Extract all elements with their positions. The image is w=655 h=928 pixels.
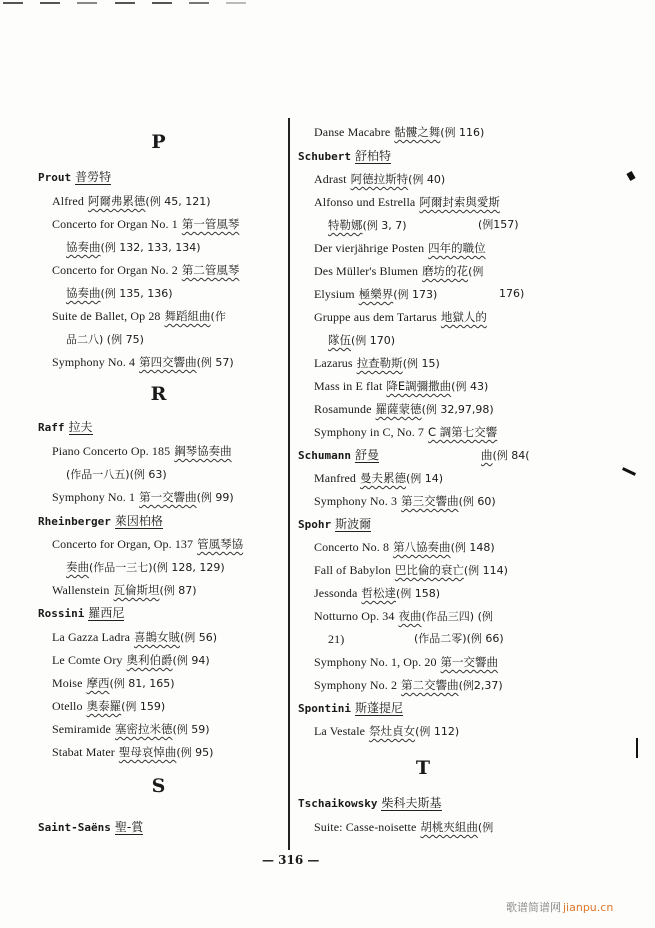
section-letter-s: S (151, 775, 166, 797)
list-item: Le Comte Ory 奧利伯爵(例 94) (52, 653, 210, 667)
list-item: Semiramide 塞密拉米德(例 59) (52, 722, 210, 736)
list-item: Manfred 曼夫累德(例 14) (314, 471, 444, 485)
list-item: 協奏曲(例 135, 136) (66, 286, 173, 300)
list-item: Alfonso und Estrella 阿爾封索與愛斯 (314, 195, 500, 209)
list-item: Symphony No. 2 第二交響曲(例2,37) (314, 678, 503, 692)
list-item: Suite de Ballet, Op 28 舞蹈組曲(作 (52, 309, 226, 323)
composer-raff: Raff 拉夫 (38, 420, 93, 434)
list-item: Symphony No. 1 第一交響曲(例 99) (52, 490, 234, 504)
list-item: Mass in E flat 降E調彌撒曲(例 43) (314, 379, 489, 393)
list-item: 奏曲(作品一三七)(例 128, 129) (66, 560, 225, 574)
page-number: — 316 — (262, 853, 320, 867)
list-item: Danse Macabre 骷髏之舞(例 116) (314, 125, 485, 139)
list-item: Symphony No. 3 第三交響曲(例 60) (314, 494, 496, 508)
list-item: Concerto for Organ No. 1 第一管風琴 (52, 217, 240, 231)
composer-tschaikowsky: Tschaikowsky 柴科夫斯基 (298, 796, 442, 810)
list-item: Concerto for Organ, Op. 137 管風琴協 (52, 537, 244, 551)
section-letter-t: T (415, 757, 431, 779)
list-item: Stabat Mater 聖母哀悼曲(例 95) (52, 745, 214, 759)
list-item: (作品一八五)(例 63) (66, 468, 167, 481)
list-item: 特勒娜(例 3, 7) (例157) (328, 218, 519, 232)
watermark: 歌谱简谱网 jianpu.cn (506, 901, 614, 914)
list-item: Suite: Casse-noisette 胡桃夾組曲(例 (314, 820, 494, 834)
list-item: Jessonda 哲松達(例 158) (314, 586, 441, 600)
list-item: Fall of Babylon 巴比倫的衰亡(例 114) (314, 563, 508, 577)
list-item: 協奏曲(例 132, 133, 134) (66, 240, 201, 254)
list-item: Symphony in C, No. 7 C 調第七交響 (314, 425, 498, 439)
composer-rossini: Rossini 羅西尼 (38, 606, 125, 620)
list-item: Moise 摩西(例 81, 165) (52, 676, 175, 690)
composer-schubert: Schubert 舒柏特 (298, 149, 391, 163)
top-edge-marks (0, 2, 260, 6)
composer-spohr: Spohr 斯波爾 (298, 517, 372, 531)
list-item: Der vierjährige Posten 四年的職位 (314, 241, 486, 255)
composer-prout: Prout 普勞特 (38, 170, 112, 184)
list-item: Symphony No. 1, Op. 20 第一交響曲 (314, 655, 499, 669)
section-letter-r: R (150, 383, 167, 405)
scan-mark (636, 738, 638, 758)
list-item: Otello 奧泰羅(例 159) (52, 699, 166, 713)
composer-rheinberger: Rheinberger 萊因柏格 (38, 514, 163, 528)
list-item: Gruppe aus dem Tartarus 地獄人的 (314, 310, 487, 324)
list-item: Des Müller's Blumen 磨坊的花(例 (314, 264, 484, 278)
composer-schumann: Schumann 舒曼 (298, 448, 379, 462)
composer-saint-saens: Saint-Saëns 聖-賞 (38, 820, 144, 834)
list-item: 21) (作品二零)(例 66) (328, 632, 504, 646)
list-item: 隊伍(例 170) (328, 333, 396, 347)
scan-mark (622, 467, 636, 476)
list-item: Concerto No. 8 第八協奏曲(例 148) (314, 540, 495, 554)
list-item: La Gazza Ladra 喜鵲女賊(例 56) (52, 630, 218, 644)
list-item: Elysium 極樂界(例 173) 176) (314, 287, 525, 301)
list-item: 曲(例 84( (481, 448, 530, 462)
list-item: Symphony No. 4 第四交響曲(例 57) (52, 355, 234, 369)
list-item: Notturno Op. 34 夜曲(作品三四) (例 (314, 609, 493, 623)
section-letter-p: P (151, 131, 166, 153)
composer-spontini: Spontini 斯蓬提尼 (298, 701, 403, 715)
list-item: Wallenstein 瓦倫斯坦(例 87) (52, 583, 197, 597)
list-item: Concerto for Organ No. 2 第二管風琴 (52, 263, 240, 277)
list-item: Alfred 阿爾弗累德(例 45, 121) (52, 194, 211, 208)
list-item: Adrast 阿德拉斯特(例 40) (314, 172, 446, 186)
column-divider (288, 118, 290, 850)
list-item: Piano Concerto Op. 185 鋼琴協奏曲 (52, 444, 232, 458)
list-item: Rosamunde 羅薩蒙德(例 32,97,98) (314, 402, 494, 416)
list-item: La Vestale 祭灶貞女(例 112) (314, 724, 460, 738)
list-item: Lazarus 拉查勒斯(例 15) (314, 356, 440, 370)
scan-mark (626, 171, 635, 181)
list-item: 品二八) (例 75) (66, 333, 144, 346)
